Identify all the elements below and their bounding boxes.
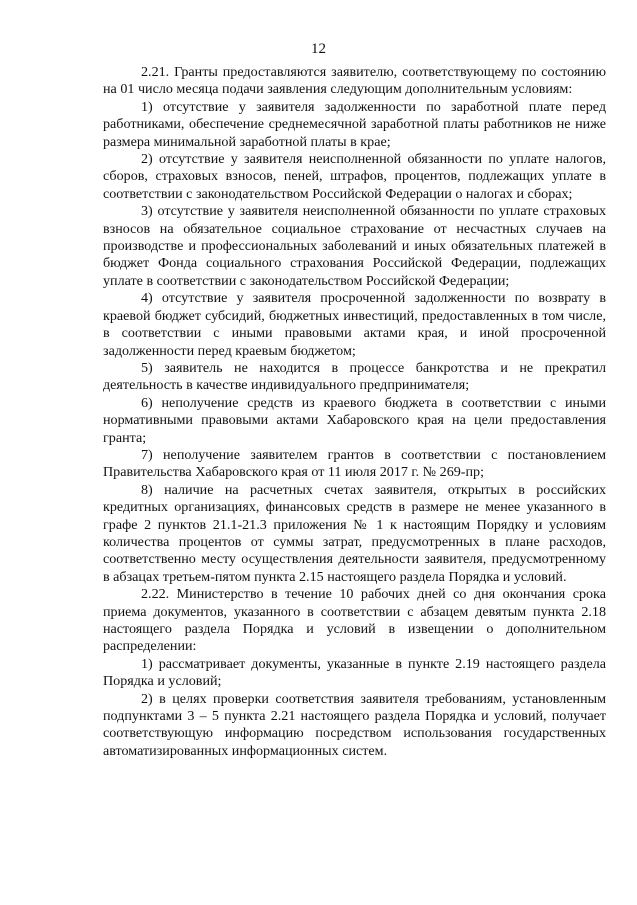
- paragraph-2-21-item-2: 2) отсутствие у заявителя неисполненной обязанности по уплате налогов, сборов, страховых взносов, пеней, штрафов, процентов, подлежащих уплате в соответствии с законодательством Российской Федерации о налогах и сборах;: [103, 151, 606, 202]
- paragraph-2-21-item-1: 1) отсутствие у заявителя задолженности по заработной плате перед работниками, обеспечение среднемесячной заработной платы работников не ниже размера минимальной заработной платы в крае;: [103, 98, 606, 150]
- paragraph-2-21-item-6: 6) неполучение средств из краевого бюджета в соответствии с иными нормативными правовыми актами Хабаровского края на цели предоставления гранта;: [103, 394, 606, 446]
- paragraph-2-22-item-1: 1) рассматривает документы, указанные в пункте 2.19 настоящего раздела Порядка и условий;: [103, 655, 606, 690]
- paragraph-2-21: 2.21. Гранты предоставляются заявителю, соответствующему по состоянию на 01 число месяца подачи заявления следующим дополнительным условиям:: [103, 64, 606, 98]
- paragraph-2-21-item-5: 5) заявитель не находится в процессе банкротства и не прекратил деятельность в качестве индивидуального предпринимателя;: [103, 359, 606, 394]
- page-number: 12: [311, 41, 326, 57]
- document-body: [103, 64, 606, 760]
- paragraph-2-21-item-3: 3) отсутствие у заявителя неисполненной обязанности по уплате страховых взносов на обязательное социальное страхование от несчастных случаев на производстве и профессиональных заболеваний и иных обязательных платежей в бюджет Фонда социального страхования Российской Федерации, подлежащих уплате в соответствии с законодательством Российской Федерации;: [103, 203, 606, 289]
- paragraph-2-22: 2.22. Министерство в течение 10 рабочих дней со дня окончания срока приема документов, указанного в соответствии с абзацем девятым пункта 2.18 настоящего раздела Порядка и условий в извещении о дополнительном распределении:: [103, 586, 606, 655]
- paragraph-2-21-item-8: 8) наличие на расчетных счетах заявителя, открытых в российских кредитных организациях, финансовых средств в размере не менее указанного в графе 2 пунктов 21.1-21.3 приложения № 1 к настоящим Порядку и условиям количества процентов от суммы затрат, предусмотренных в плане расходов, соответственно месту осуществления деятельности заявителя, предусмотренному в абзацах третьем-пятом пункта 2.15 настоящего раздела Порядка и условий.: [103, 481, 606, 585]
- paragraph-2-21-item-4: 4) отсутствие у заявителя просроченной задолженности по возврату в краевой бюджет субсидий, бюджетных инвестиций, предоставленных в том числе, в соответствии с иными правовыми актами края, и иной просроченной задолженности перед краевым бюджетом;: [103, 290, 606, 359]
- paragraph-2-22-item-2: 2) в целях проверки соответствия заявителя требованиям, установленным подпунктами 3 – 5 пункта 2.21 настоящего раздела Порядка и условий, получает соответствующую информацию посредством использования государственных автоматизированных информационных систем.: [103, 690, 606, 759]
- paragraph-2-21-item-7: 7) неполучение заявителем грантов в соответствии с постановлением Правительства Хабаровского края от 11 июля 2017 г. № 269-пр;: [103, 446, 606, 481]
